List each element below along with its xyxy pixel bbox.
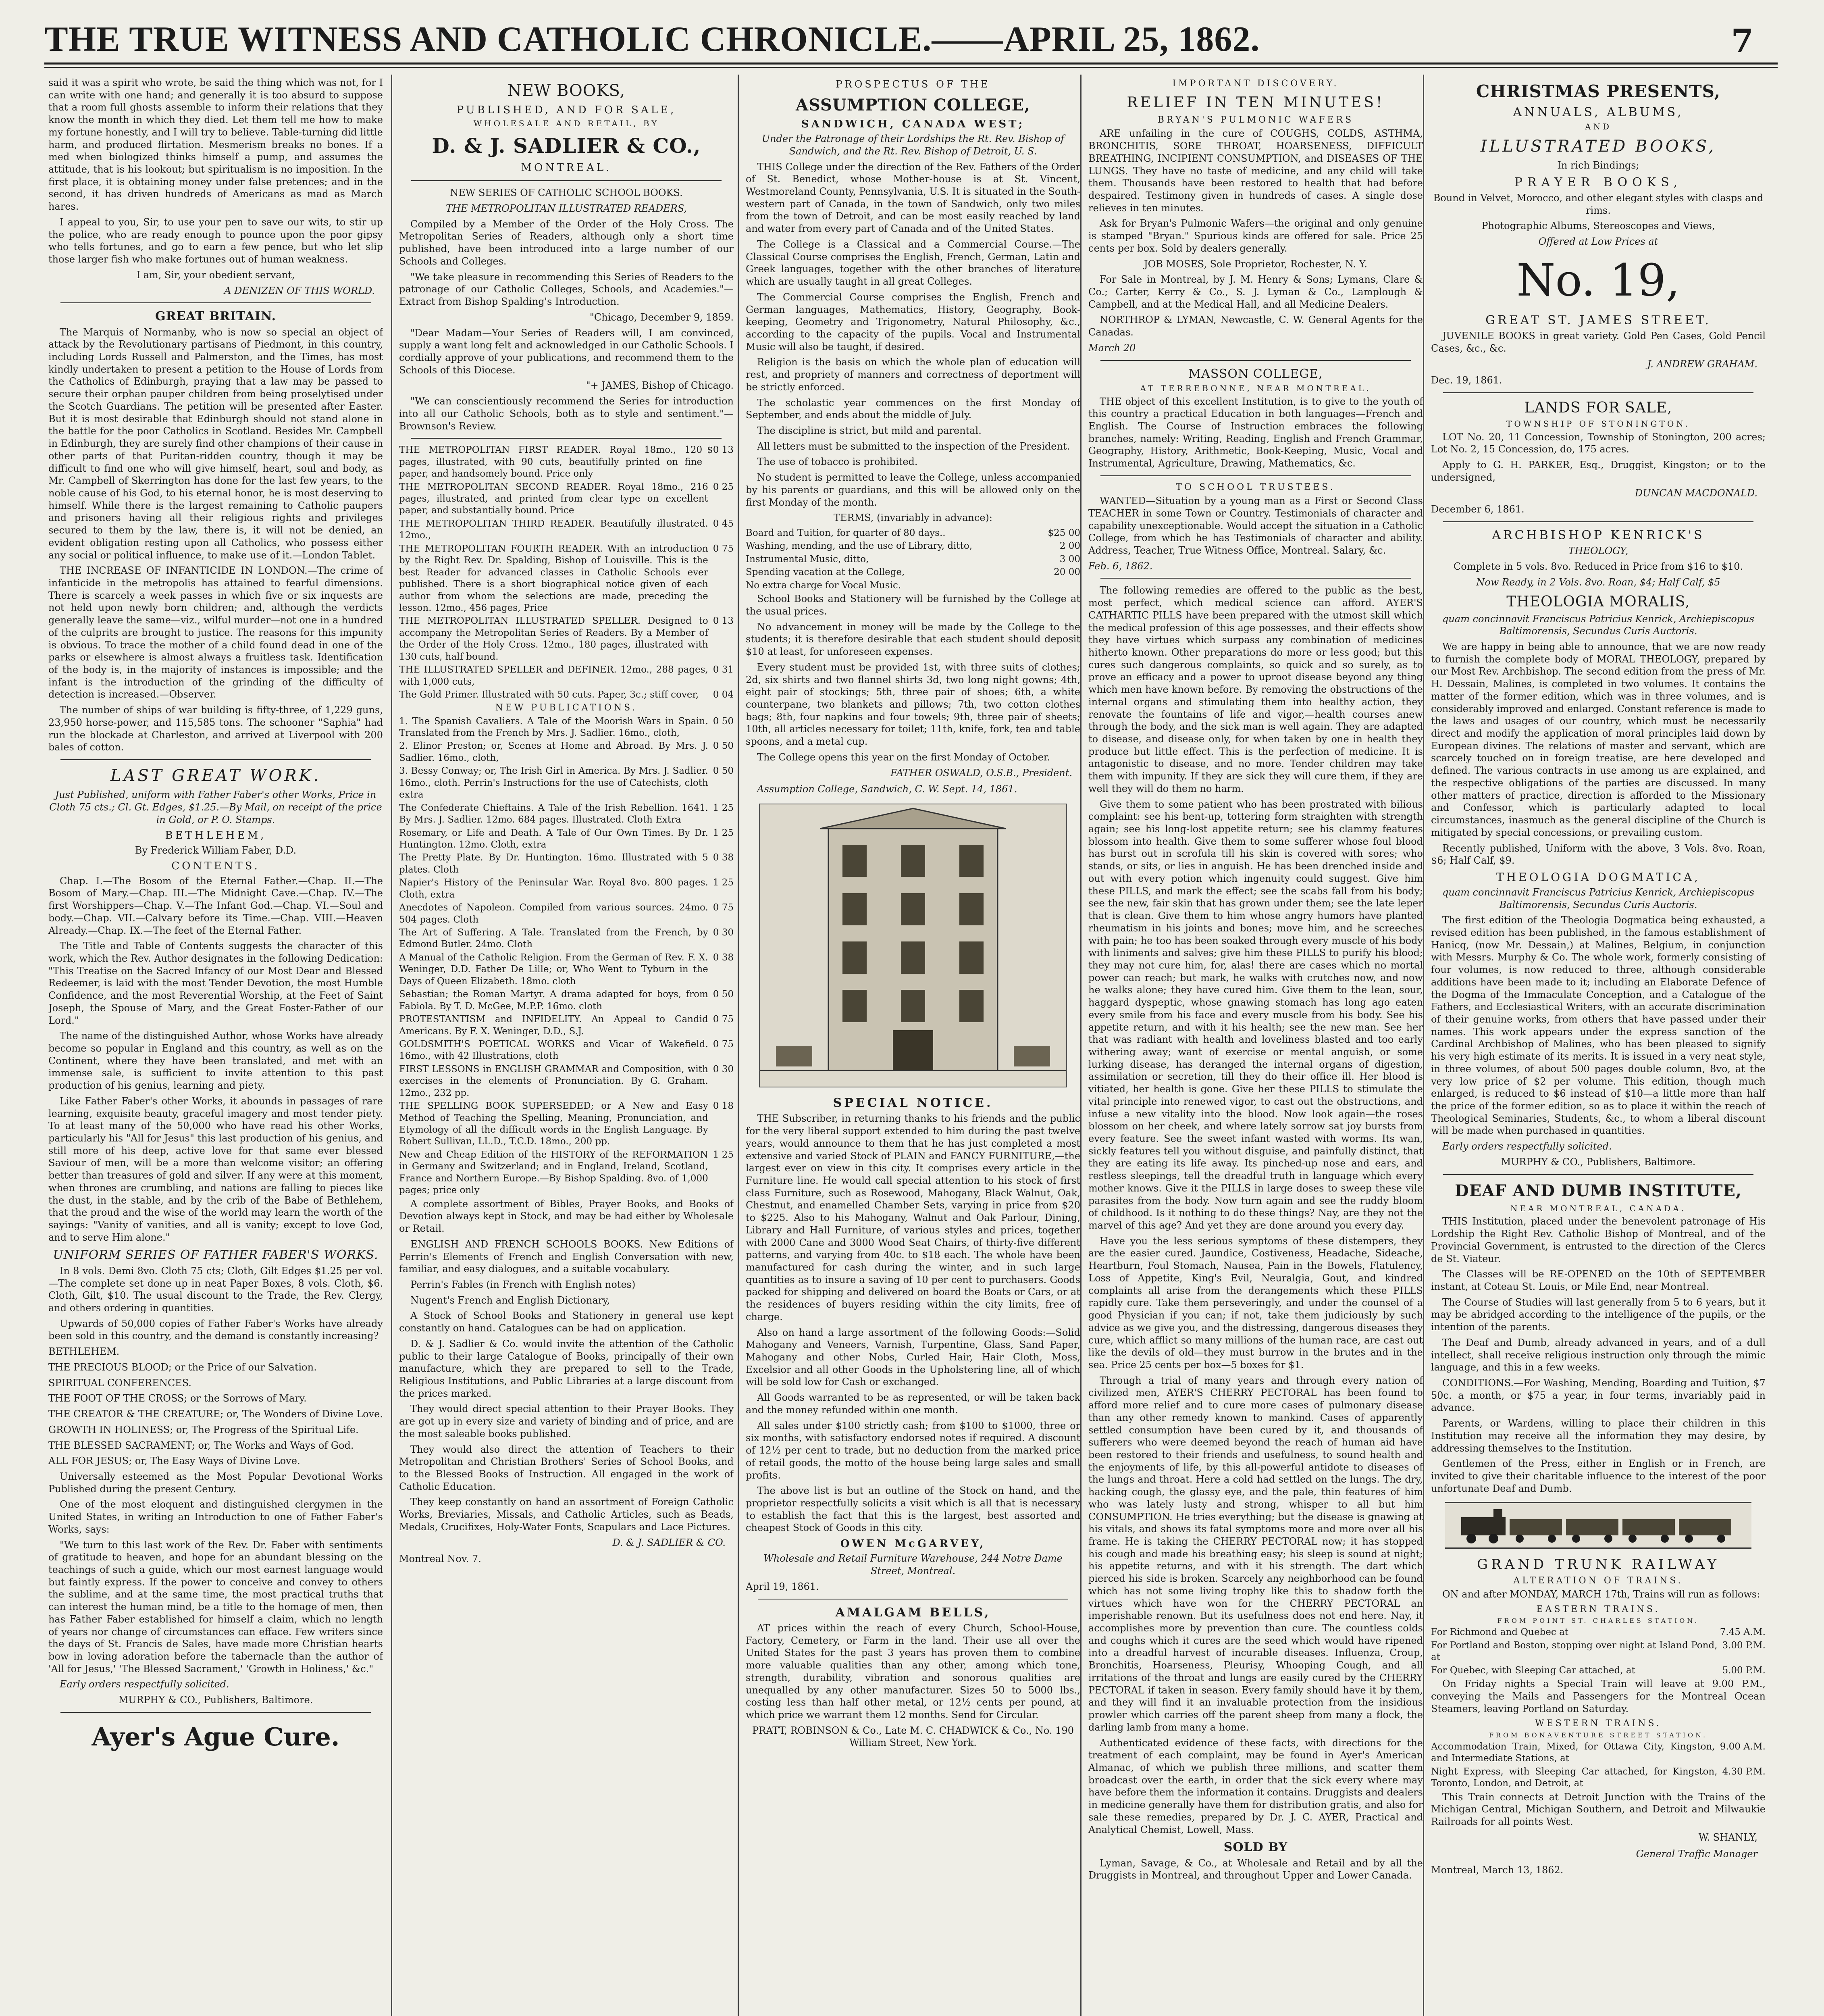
- ayer-ague-cure-heading: Ayer's Ague Cure.: [92, 1722, 340, 1752]
- ad-paragraph: The Title and Table of Contents suggests the character of this work, which the Rev. Author designates in the following Dedication: "This Treatise on the Sacred Infancy of our Most Dear and Blessed Redeemer, is laid with the most Tender Devotion, the most Humble Confidence, and the most Reverential Worship, at the Feet of Saint Joseph, the Spouse of Mary, and the Great Foster-Father of our Lord.": [48, 940, 383, 1026]
- letter-signoff: I am, Sir, your obedient servant,: [136, 269, 295, 281]
- book-listing: The Gold Primer. Illustrated with 50 cuts. Paper, 3c.; stiff cover, 0 04: [399, 689, 734, 700]
- ad-paragraph: CONDITIONS.—For Washing, Mending, Boarding and Tuition, $7 50c. a month, or $75 a year, in four terms, invariably paid in advance.: [1431, 1377, 1766, 1414]
- column-rule: [1080, 75, 1082, 2016]
- warehouse-building-icon: [760, 804, 1066, 1087]
- ad-paragraph: The following remedies are offered to the public as the best, most perfect, which medical science can afford. AYER'S CATHARTIC PILLS have been prepared with the utmost skill which the medical profession of this age possesses, and their effects show they have virtues which surpass any combination of medicines hitherto known. Other preparations do more or less good; but this cures such dangerous complaints, so quick and so surely, as to prove an efficacy and a power to uproot disease beyond any thing which men have known before. By removing the obstructions of the internal organs and stimulating them into healthy action, they renovate the fountains of life and vigor,—health courses anew through the body, and the sick man is well again. They are adapted to disease, and disease only, for when taken by one in health they produce but little effect. This is the perfection of medicine. It is antagonistic to disease, and no more. Tender children may take them with impunity. If they are sick they will cure them, if they are well they will do them no harm.: [1088, 585, 1423, 794]
- divider: [411, 180, 722, 181]
- work-title: SPIRITUAL CONFERENCES.: [48, 1377, 191, 1389]
- college-title: MASSON COLLEGE,: [1188, 367, 1323, 381]
- book-listing: THE SPELLING BOOK SUPERSEDED; or A New and Easy Method of Teaching the Spelling, Meaning, Pronunciation, and Etymology of all the difficult words in the English Language. By Robert Sullivan, LL.D., T.C.D. 18mo., 200 pp. 0 18: [399, 1101, 734, 1147]
- ad-paragraph: Like Father Faber's other Works, it abounds in passages of rare learning, exquisite beauty, graceful imagery and most tender piety. To at least many of the 50,000 who have read his other Works, particularly his "All for Jesus" this last production of his genius, and still more of his deep, active love for that same ever blessed Saviour of men, will be a more than welcome visitor; an offering better than treasures of gold and silver. If any were at this moment, when thrones are crumbling, and nations are falling to pieces like the dust, in the stable, and by the crib of the Babe of Bethlehem, that the proud and the wise of the world may learn the worth of the sayings: "Vanity of vanities, and all is vanity; except to love God, and to serve Him alone.": [48, 1095, 383, 1243]
- timetable-row: Night Express, with Sleeping Car attached, for Kingston, Toronto, London, and Detroit, at 4.30 P.M.: [1431, 1766, 1766, 1789]
- divider: [60, 759, 371, 760]
- street-number: No. 19,: [1516, 254, 1680, 306]
- ad-paragraph: Have you the less serious symptoms of these distempers, they are the easier cured. Jaundice, Costiveness, Headache, Sideache, Heartburn, Foul Stomach, Nausea, Pain in the Bowels, Flatulency, Loss of Appetite, King's Evil, Neuralgia, Gout, and kindred complaints all arise from the derangements which these PILLS rapidly cure. Take them perseveringly, and under the counsel of a good Physician if you can; if not, take them judiciously by such advice as we give you, and the distressing, dangerous diseases they cure, which afflict so many millions of the human race, are cast out like the devils of old—they must burrow in the brutes and in the sea. Price 25 cents per box—5 boxes for $1.: [1088, 1235, 1423, 1370]
- column-rule: [738, 75, 739, 2016]
- publisher-line: MURPHY & CO., Publishers, Baltimore.: [1501, 1156, 1696, 1168]
- ad-paragraph: AT prices within the reach of every Church, School-House, Factory, Cemetery, or Farm in the land. Their use all over the United States for the past 3 years has proven them to combine more valuable qualities than any other, among which tone, strength, durability, vibration and sonorous qualities are unequalled by any other manufacturer. Sizes 50 to 5000 lbs., costing less than half other metal, or 12½ cents per pound, at which price we warrant them 12 months. Send for Circular.: [746, 1622, 1080, 1720]
- letter-paragraph: said it was a spirit who wrote, be said the thing which was not, for I can write with one hand; and generally it is too absurd to suppose that a room full ghosts assemble to inform their relations that they know the month in which they died. Let them tell me how to make my fortune honestly, and I will try to believe. Table-turning did little harm, and produced flirtation. Mesmerism breaks no bones. If a med when biologized thinks himself a pump, and assumes the attitude, that is his lookout; but spiritualism is no imposition. In the first place, it is obtaining money under false pretences; and in the second, it has driven hundreds of Americans as mad as March hares.: [48, 77, 383, 212]
- ad-paragraph: The first edition of the Theologia Dogmatica being exhausted, a revised edition has been published, in the famous establishment of Hanicq, (now Mr. Dessain,) at Malines, Belgium, in conjunction with Messrs. Murphy & Co. The whole work, formerly consisting of four volumes, is now reduced to three, although considerable additions have been made to it; including an Elaborate Defence of the Dogma of the Immaculate Conception, and a Catalogue of the Fathers, and Ecclesiastical Writers, with an accurate discrimination of their genuine works, from others that have passed under their names. This work appears under the express sanction of the Cardinal Archbishop of Malines, who has been pleased to signify his very high estimate of its merits. It is issued in a very neat style, in three volumes, of about 500 pages double column, 8vo, at the very low price of $2 per volume. This edition, though much enlarged, is reduced to $6 instead of $10—a little more than half the price of the former edition, so as to place it within the reach of Theological Seminaries, Students, &c., to whom a liberal discount will be made when purchased in quantities.: [1431, 914, 1766, 1137]
- book-listing: A Manual of the Catholic Religion. From the German of Rev. F. X. Weninger, D.D. Father De Lille; or, Who Went to Tyburn in the Days of Queen Elizabeth. 18mo. cloth 0 38: [399, 952, 734, 987]
- ad-paragraph: "We turn to this last work of the Rev. Dr. Faber with sentiments of gratitude to heaven, and hope for an abundant blessing on the teachings of such a guide, which our most earnest language would but faintly express. If the power to conceive and convey to others the sublime, and at the same time, the most practical truths that can interest the human mind, be a title to the homage of men, then has Father Faber established for himself a claim, which no length of years nor change of circumstances can efface. Few writers since the days of St. Francis de Sales, have made more Christian hearts bow in loving adoration before the tabernacle than the author of 'All for Jesus,' 'The Blessed Sacrament,' 'Growth in Holiness,' &c.": [48, 1539, 383, 1674]
- college-paragraph: No advancement in money will be made by the College to the students; it is therefore desirable that each student should deposit $10 at least, for unforeseen expenses.: [746, 621, 1080, 658]
- timetable-row: For Portland and Boston, stopping over night at Island Pond, at 3.00 P.M.: [1431, 1640, 1766, 1663]
- college-paragraph: All letters must be submitted to the inspection of the President.: [757, 440, 1070, 452]
- section-heading: SPECIAL NOTICE.: [833, 1095, 993, 1110]
- advertiser-name: OWEN McGARVEY,: [840, 1538, 986, 1550]
- quote: "We take pleasure in recommending this Series of Readers to the patronage of our Catholic Colleges, Schools, and Academies."—Extract from Bishop Spalding's Introduction.: [399, 271, 734, 308]
- ad-date: Feb. 6, 1862.: [1088, 560, 1153, 572]
- ad-paragraph: Authenticated evidence of these facts, with directions for the treatment of each complaint, may be found in Ayer's American Almanac, of which we publish three millions, and scatter them broadcast over the earth, in order that the sick every where may have before them the information it contains. Druggists and dealers in medicine generally have them for distribution gratis, and also for sale these remedies, prepared by Dr. J. C. AYER, Practical and Analytical Chemist, Lowell, Mass.: [1088, 1737, 1423, 1835]
- ad-paragraph: Universally esteemed as the Most Popular Devotional Works Published during the present Century.: [48, 1470, 383, 1495]
- terms-heading: TERMS, (invariably in advance):: [834, 512, 992, 524]
- ad-signature: J. ANDREW GRAHAM.: [1647, 358, 1757, 370]
- notice-paragraph: The above list is but an outline of the Stock on hand, and the proprietor respectfully solicits a visit which is all that is necessary to establish the fact that this is the largest, best assorted and cheapest Stock of Goods in this city.: [746, 1485, 1080, 1534]
- ad-label: IMPORTANT DISCOVERY.: [1172, 79, 1339, 89]
- ad-paragraph: A complete assortment of Bibles, Prayer Books, and Books of Devotion always kept in Stock, and may be had either by Wholesale or Retail.: [399, 1198, 734, 1235]
- ad-date: March 20: [1088, 342, 1136, 354]
- book-title: THEOLOGIA DOGMATICA,: [1496, 870, 1700, 884]
- section-heading: NEW PUBLICATIONS.: [495, 703, 638, 713]
- masthead: [44, 11, 1778, 60]
- ad-paragraph: One of the most eloquent and distinguished clergymen in the United States, in writing an Introduction to one of Father Faber's Works, says:: [48, 1499, 383, 1535]
- ad-paragraph: They would also direct the attention of Teachers to their Metropolitan and Christian Brothers' Series of School Books, and to the Blessed Books of Instruction. All engaged in the work of Catholic Education.: [399, 1443, 734, 1492]
- ad-paragraph: Parents, or Wardens, willing to place their children in this Institution may receive all the information they may desire, by addressing themselves to the Institution.: [1431, 1418, 1766, 1454]
- timetable-row: For Quebec, with Sleeping Car attached, at 5.00 P.M.: [1431, 1665, 1766, 1676]
- ad-paragraph: Upwards of 50,000 copies of Father Faber's Works have already been sold in this country, and the demand is constantly increasing?: [48, 1318, 383, 1342]
- ad-heading: LAST GREAT WORK.: [110, 766, 321, 785]
- letter-paragraph: I appeal to you, Sir, to use your pen to save our wits, to stir up the police, who are ready enough to pounce upon the poor gipsy who tells fortunes, and go to earn a few pence, but who let slip those larger fish who make fortunes out of human weakness.: [48, 216, 383, 265]
- college-paragraph: Religion is the basis on which the whole plan of education will rest, and propriety of manners and correctness of deportment will be strictly enforced.: [746, 356, 1080, 393]
- firm-city: MONTREAL.: [521, 162, 612, 174]
- terms-row: Board and Tuition, for quarter of 80 days.. $25 00: [746, 528, 1080, 539]
- book-listing: Napier's History of the Peninsular War. Royal 8vo. 800 pages. Cloth, extra 1 25: [399, 877, 734, 900]
- college-paragraph: The College opens this year on the first Monday of October.: [757, 751, 1050, 763]
- section-heading: TO SCHOOL TRUSTEES.: [1176, 482, 1335, 492]
- ad-signature: DUNCAN MACDONALD.: [1635, 487, 1757, 499]
- ad-paragraph: Nugent's French and English Dictionary,: [410, 1294, 610, 1306]
- column-3: [746, 77, 1080, 2016]
- ad-paragraph: Apply to G. H. PARKER, Esq., Druggist, Kingston; or to the undersigned,: [1431, 459, 1766, 483]
- ad-text: Now Ready, in 2 Vols. 8vo. Roan, $4; Half Calf, $5: [1476, 576, 1720, 588]
- work-title: ALL FOR JESUS; or, The Easy Ways of Divine Love.: [48, 1455, 300, 1467]
- terms-row: Washing, mending, and the use of Library, ditto, 2 00: [746, 541, 1080, 552]
- furniture-warehouse-illustration: [759, 804, 1067, 1087]
- ad-paragraph: WANTED—Situation by a young man as a First or Second Class TEACHER in some Town or Country. Testimonials of character and capability unexceptionable. Would accept the situation in a Catholic College, from which he has Testimonials of character and ability. Address, Teacher, True Witness Office, Montreal. Salary, &c.: [1088, 495, 1423, 556]
- ad-paragraph: The name of the distinguished Author, whose Works have already become so popular in England and this country, as well as on the Continent, where they have been translated, and met with an immense sale, is sufficient to invite attention to this past production of his genius, learning and piety.: [48, 1030, 383, 1091]
- ad-paragraph: The Classes will be RE-OPENED on the 10th of SEPTEMBER instant, at Coteau St. Louis, or Mile End, near Montreal.: [1431, 1268, 1766, 1292]
- college-paragraph: The College is a Classical and a Commercial Course.—The Classical Course comprises the English, French, German, Latin and Greek languages, together with the other branches of literature which are usually taught in all great Colleges.: [746, 238, 1080, 287]
- book-listing: THE METROPOLITAN THIRD READER. Beautifully illustrated. 12mo., 0 45: [399, 518, 734, 541]
- ad-text: Offered at Low Prices at: [1538, 236, 1658, 248]
- column-1: [48, 77, 383, 2016]
- news-paragraph: THE INCREASE OF INFANTICIDE IN LONDON.—The crime of infanticide in the metropolis has attained to fearful dimensions. There is scarcely a week passes in which five or six inquests are not held upon newly born children; and, although the verdicts generally leave the same—viz., wilful murder—not one in a hundred of the culprits are brought to justice. The reasons for this impunity is obvious. To trace the mother of a child found dead in one of the parks or elsewhere is almost always a fruitless task. Identification of the body is, in the majority of instances is impossible; and the infant is the introduction of the grinding of the difficulty of detection is increased.—Observer.: [48, 565, 383, 700]
- ad-heading: CHRISTMAS PRESENTS,: [1476, 81, 1721, 101]
- letter-signature: A DENIZEN OF THIS WORLD.: [224, 285, 375, 296]
- ad-text: Photographic Albums, Stereoscopes and Views,: [1481, 220, 1715, 232]
- ad-heading: NEW BOOKS,: [507, 81, 626, 100]
- notice-paragraph: Also on hand a large assortment of the following Goods:—Solid Mahogany and Veneers, Varnish, Turpentine, Glass, Sand Paper, Mahogany and other Nobs, Curled Hair, Hair Cloth, Moss, Excelsior and all other Goods in the Upholstering line, all of which will be sold low for Cash or exchanged.: [746, 1327, 1080, 1388]
- column-5: [1431, 77, 1766, 2016]
- ad-heading: LANDS FOR SALE,: [1524, 399, 1672, 416]
- divider: [1100, 578, 1411, 579]
- section-heading: WESTERN TRAINS.: [1535, 1718, 1662, 1729]
- book-listing: 3. Bessy Conway; or, The Irish Girl in America. By Mrs. J. Sadlier. 16mo., cloth. Perrin's Instructions for the use of Catechists, cloth extra 0 50: [399, 766, 734, 800]
- college-place: SANDWICH, CANADA WEST;: [801, 118, 1025, 130]
- ad-date: Montreal Nov. 7.: [399, 1553, 481, 1565]
- work-title: BETHLEHEM.: [48, 1346, 120, 1358]
- ad-heading: ARCHBISHOP KENRICK'S: [1492, 528, 1705, 542]
- book-listing: The Art of Suffering. A Tale. Translated from the French, by Edmond Butler. 24mo. Cloth 0 30: [399, 927, 734, 950]
- college-place: AT TERREBONNE, NEAR MONTREAL.: [1140, 383, 1371, 393]
- station-name: FROM BONAVENTURE STREET STATION.: [1489, 1731, 1708, 1739]
- book-listing: New and Cheap Edition of the HISTORY of the REFORMATION in Germany and Switzerland; and in England, Ireland, Scotland, France and Northern Europe.—By Bishop Spalding. 8vo. of 1,000 pages; price only 1 25: [399, 1149, 734, 1196]
- ad-paragraph: The Deaf and Dumb, already advanced in years, and of a dull intellect, shall receive religious instruction only through the mimic language, and this in a few weeks.: [1431, 1337, 1766, 1373]
- book-latin-subtitle: quam concinnavit Franciscus Patricius Kenrick, Archiepiscopus Baltimorensis, Secundus Curis Auctoris.: [1442, 886, 1754, 910]
- book-listing: 2. Elinor Preston; or, Scenes at Home and Abroad. By Mrs. J. Sadlier. 16mo., cloth, 0 50: [399, 741, 734, 763]
- train-illustration: [1445, 1502, 1751, 1549]
- divider: [60, 302, 371, 303]
- ad-date: December 6, 1861.: [1431, 504, 1525, 515]
- ad-paragraph: ON and after MONDAY, MARCH 17th, Trains will run as follows:: [1442, 1589, 1760, 1600]
- ad-subheading: WHOLESALE AND RETAIL, BY: [473, 119, 659, 129]
- book-listing: 1. The Spanish Cavaliers. A Tale of the Moorish Wars in Spain. Translated from the French by Mrs. J. Sadlier. 16mo., cloth, 0 50: [399, 716, 734, 739]
- notice-paragraph: THE Subscriber, in returning thanks to his friends and the public for the very liberal support extended to him during the past twelve years, would announce to them that he has just completed a most extensive and varied Stock of PLAIN and FANCY FURNITURE,—the largest ever on view in this city. It comprises every article in the Furniture line. He would call special attention to his stock of first class Furniture, such as Rosewood, Mahogany, Black Walnut, Oak, Chestnut, and enamelled Chamber Sets, varying in price from $20 to $225. Also to his Mahogany, Walnut and Oak Parlour, Dining, Library and Hall Furniture, of various styles and prices, together with 2000 Cane and 3000 Wood Seat Chairs, of thirty-five different patterns, and varying from 40c. to $18 each. The whole have been manufactured for cash during the winter, and in such large quantities as to insure a saving of 10 per cent to purchasers. Goods packed for shipping and delivered on board the Boats or Cars, or at the residences of buyers residing within the city limits, free of charge.: [746, 1113, 1080, 1322]
- book-listing: Sebastian; the Roman Martyr. A drama adapted for boys, from Fabiola. By T. D. McGee, M.P.P. 16mo. cloth 0 50: [399, 989, 734, 1012]
- ad-subtext: Just Published, uniform with Father Faber's other Works, Price in Cloth 75 cts.; Cl. Gt. Edges, $1.25.—By Mail, on receipt of the price in Gold, or P. O. Stamps.: [49, 789, 382, 825]
- section-heading: GREAT BRITAIN.: [155, 309, 277, 324]
- column-rule: [1423, 75, 1424, 2016]
- ad-signature: W. SHANLY,: [1698, 1831, 1757, 1843]
- terms-row: Instrumental Music, ditto, 3 00: [746, 554, 1080, 564]
- ad-paragraph: Ask for Bryan's Pulmonic Wafers—the original and only genuine is stamped "Bryan." Spurious kinds are offered for sale. Price 25 cents per box. Sold by dealers generally.: [1088, 218, 1423, 254]
- ad-paragraph: THE object of this excellent Institution, is to give to the youth of this country a practical Education in both languages—French and English. The Course of Instruction embraces the following branches, namely: Writing, Reading, English and French Grammar, Geography, History, Arithmetic, Book-Keeping, Music, Vocal and Instrumental, Agriculture, Drawing, Mathematics, &c.: [1088, 396, 1423, 469]
- book-listing: THE METROPOLITAN FOURTH READER. With an introduction by the Right Rev. Dr. Spalding, Bishop of Louisville. This is the best Reader for advanced classes in Catholic Schools ever published. There is a short biographical notice given of each author from whom the selections are made, preceding the lesson. 12mo., 456 pages, Price 0 75: [399, 543, 734, 613]
- ad-subheading: ANNUALS, ALBUMS,: [1513, 105, 1684, 119]
- station-name: FROM POINT ST. CHARLES STATION.: [1497, 1617, 1699, 1625]
- book-listing: Anecdotes of Napoleon. Compiled from various sources. 24mo. 504 pages. Cloth 0 75: [399, 902, 734, 925]
- book-listing: The Pretty Plate. By Dr. Huntington. 16mo. Illustrated with 5 plates. Cloth 0 38: [399, 852, 734, 875]
- masthead-rule-thin: [44, 67, 1778, 68]
- prospectus-label: PROSPECTUS OF THE: [836, 79, 990, 90]
- ad-paragraph: Through a trial of many years and through every nation of civilized men, AYER'S CHERRY PECTORAL has been found to afford more relief and to cure more cases of pulmonary disease than any other remedy known to mankind. Cases of apparently settled consumption have been cured by it, and thousands of sufferers who were deemed beyond the reach of human aid have been restored to their friends and usefulness, to sound health and the enjoyments of life, by this all-powerful antidote to diseases of the lungs and throat. Here a cold had settled on the lungs. The dry, hacking cough, the glassy eye, and the pale, thin features of him who was lately lusty and strong, whisper to all but him CONSUMPTION. He tries everything; but the disease is gnawing at his vitals, and shows its fatal symptoms more and more over all his frame. He is taking the CHERRY PECTORAL now; it has stopped his cough and made his breathing easy; his sleep is sound at night; his appetite returns, and with it his strength. The dart which pierced his side is broken. Scarcely any neighborhood can be found which has not some living trophy like this to shadow forth the virtues which have won for the CHERRY PECTORAL an imperishable renown. But its usefulness does not end here. Nay, it accomplishes more by prevention than cure. The countless colds and coughs which it cures are the seed which would have ripened into a dreadful harvest of incurable diseases. Influenza, Croup, Bronchitis, Hoarseness, Pleurisy, Whooping Cough, and all irritations of the throat and lungs are easily cured by the CHERRY PECTORAL if taken in season. Every family should have it by them, and they will find it an invaluable protection from the insidious prowler which carries off the parent sheep from many a flock, the darling lamb from many a home.: [1088, 1375, 1423, 1733]
- book-title: BETHLEHEM,: [165, 829, 266, 842]
- news-paragraph: The number of ships of war building is fifty-three, of 1,229 guns, 23,950 horse-power, and 115,585 tons. The schooner "Saphia" had run the blockade at Charleston, and arrived at Liverpool with 200 bales of cotton.: [48, 704, 383, 753]
- ad-subheading: PRAYER BOOKS,: [1514, 175, 1683, 190]
- book-listing: THE METROPOLITAN ILLUSTRATED SPELLER. Designed to accompany the Metropolitan Series of Readers. By a Member of the Order of the Holy Cross. 12mo., 180 pages, illustrated with 130 cuts, half bound. 0 13: [399, 616, 734, 662]
- ad-text: Complete in 5 vols. 8vo. Reduced in Price from $16 to $10.: [1453, 561, 1743, 573]
- ad-paragraph: A Stock of School Books and Stationery in general use kept constantly on hand. Catalogues can be had on application.: [399, 1310, 734, 1334]
- ad-paragraph: Gentlemen of the Press, either in English or in French, are invited to give their charitable influence to the interest of the poor unfortunate Deaf and Dumb.: [1431, 1458, 1766, 1494]
- terms-row: No extra charge for Vocal Music.: [746, 580, 901, 591]
- book-listing: GOLDSMITH'S POETICAL WORKS and Vicar of Wakefield. 16mo., with 42 Illustrations, cloth 0 75: [399, 1039, 734, 1062]
- ad-text: In rich Bindings;: [1557, 159, 1639, 171]
- divider: [1443, 392, 1753, 393]
- ad-date: April 19, 1861.: [746, 1581, 819, 1592]
- publisher-line: MURPHY & CO., Publishers, Baltimore.: [118, 1694, 313, 1706]
- ad-signature: PRATT, ROBINSON & Co., Late M. C. CHADWICK & Co., No. 190 William Street, New York.: [752, 1724, 1074, 1749]
- quote: "We can conscientiously recommend the Series for introduction into all our Catholic Schools, both as to style and sentiment."—Brownson's Review.: [399, 396, 734, 432]
- work-title: THE CREATOR & THE CREATURE; or, The Wonders of Divine Love.: [48, 1408, 383, 1420]
- ad-paragraph: NORTHROP & LYMAN, Newcastle, C. W. General Agents for the Canadas.: [1088, 314, 1423, 338]
- ad-paragraph: They would direct special attention to their Prayer Books. They are got up in every size and variety of binding and of price, and are the most saleable books published.: [399, 1403, 734, 1439]
- ad-paragraph: THIS Institution, placed under the benevolent patronage of His Lordship the Right Rev. Catholic Bishop of Montreal, and of the Provincial Government, is entrusted to the direction of the Clercs de St. Viateur.: [1431, 1216, 1766, 1264]
- ad-text: Bound in Velvet, Morocco, and other elegant styles with clasps and rims.: [1433, 192, 1764, 216]
- ad-subheading: THEOLOGY,: [1568, 545, 1628, 557]
- college-paragraph: The Commercial Course comprises the English, French and German languages, Mathematics, History, Geography, Book-keeping, Geometry and Trigonometry, Natural Philosophy, &c., according to the capacity of the pupils. Vocal and Instrumental Music will also be taught, if desired.: [746, 291, 1080, 352]
- college-paragraph: No student is permitted to leave the College, unless accompanied by his parents or guardians, and this will be allowed only on the first Monday of the month.: [746, 472, 1080, 508]
- work-title: THE FOOT OF THE CROSS; or the Sorrows of Mary.: [48, 1393, 307, 1404]
- ad-heading: RELIEF IN TEN MINUTES!: [1127, 94, 1385, 111]
- timetable-row: For Richmond and Quebec at 7.45 A.M.: [1431, 1627, 1766, 1638]
- college-paragraph: The use of tobacco is prohibited.: [757, 456, 918, 468]
- ad-heading: GRAND TRUNK RAILWAY: [1477, 1556, 1720, 1573]
- divider: [411, 438, 722, 439]
- notice-paragraph: All Goods warranted to be as represented, or will be taken back and the money refunded within one month.: [746, 1392, 1080, 1416]
- page-number: 7: [1731, 22, 1753, 60]
- ad-paragraph: Perrin's Fables (in French with English notes): [410, 1279, 636, 1290]
- ad-paragraph: Recently published, Uniform with the above, 3 Vols. 8vo. Roan, $6; Half Calf, $9.: [1431, 842, 1766, 866]
- work-title: THE BLESSED SACRAMENT; or, The Works and Ways of God.: [48, 1439, 354, 1451]
- work-title: THE PRECIOUS BLOOD; or the Price of our Salvation.: [48, 1361, 317, 1373]
- column-4: [1088, 77, 1423, 2016]
- street-name: GREAT ST. JAMES STREET.: [1485, 313, 1711, 327]
- divider: [1100, 360, 1411, 361]
- college-patronage: Under the Patronage of their Lordships the Rt. Rev. Bishop of Sandwich, and the Rt. Rev. Bishop of Detroit, U. S.: [761, 133, 1065, 157]
- section-heading: AMALGAM BELLS,: [835, 1605, 991, 1620]
- book-listing: FIRST LESSONS in ENGLISH GRAMMAR and Composition, with exercises in the elements of Pronunciation. By G. Graham. 12mo., 232 pp. 0 30: [399, 1064, 734, 1098]
- ad-paragraph: ENGLISH AND FRENCH SCHOOLS BOOKS. New Editions of Perrin's Elements of French and English Conversation with new, familiar, and easy dialogues, and a suitable vocabulary.: [399, 1238, 734, 1275]
- divider: [1100, 475, 1411, 476]
- college-place-date: Assumption College, Sandwich, C. W. Sept. 14, 1861.: [757, 783, 1017, 795]
- series-heading: UNIFORM SERIES OF FATHER FABER'S WORKS.: [53, 1248, 379, 1262]
- ad-subheading: ILLUSTRATED BOOKS,: [1480, 137, 1716, 156]
- book-listing: Rosemary, or Life and Death. A Tale of Our Own Times. By Dr. Huntington. 12mo. Cloth, extra 1 25: [399, 827, 734, 850]
- masthead-rule: [44, 62, 1778, 65]
- advertiser-address: Wholesale and Retail Furniture Warehouse, 244 Notre Dame Street, Montreal.: [763, 1553, 1063, 1577]
- series-title: THE METROPOLITAN ILLUSTRATED READERS,: [445, 203, 687, 215]
- college-paragraph: THIS College under the direction of the Rev. Fathers of the Order of St. Benedict, whose Mother-house is at St. Vincent, Westmoreland County, Pennsylvania, U.S. It is situated in the South-western part of Canada, in the town of Sandwich, only two miles from the town of Detroit, and can be most easily reached by land and water from every part of Canada and of the United States.: [746, 161, 1080, 235]
- book-latin-subtitle: quam concinnavit Franciscus Patricius Kenrick, Archiepiscopus Baltimorensis, Secundus Curis Auctoris.: [1442, 613, 1754, 637]
- ad-paragraph: We are happy in being able to announce, that we are now ready to furnish the complete body of MORAL THEOLOGY, prepared by our Most Rev. Archbishop. The second edition from the press of Mr. H. Dessain, Malines, is completed in two volumes. It contains the matter of the former edition, which was in three volumes, and is considerably improved and enlarged. Constant reference is made to the laws and usages of our country, which must be necessarily direct and modify the application of moral principles laid down by European divines. The relations of master and servant, which are scarcely touched on in foreign treatise, are here developed and defined. The various contracts in use among us are explained, and the respective obligations of the parties are discussed. In many other matters of practice, direction is afforded to the Missionary and Confessor, which is particularly adapted to local circumstances, inasmuch as the general discipline of the Church is mitigated by special concessions, or prevailing custom.: [1431, 641, 1766, 838]
- college-paragraph: Every student must be provided 1st, with three suits of clothes; 2d, six shirts and two flannel shirts 3d, two long night gowns; 4th, eight pair of stockings; 5th, three pair of shoes; 6th, a white counterpane, two blankets and pillows; 7th, two cotton clothes bags; 8th, four napkins and four towels; 9th, three pair of sheets; 10th, all articles necessary for toilet; 11th, knife, fork, tea and table spoons, and a metal cup.: [746, 661, 1080, 748]
- notice-paragraph: All sales under $100 strictly cash; from $100 to $1000, three or six months, with satisfactory endorsed notes if required. A discount of 12½ per cent to trade, but no deduction from the marked price of retail goods, the motto of the house being large sales and small profits.: [746, 1420, 1080, 1481]
- ad-subheading: NEAR MONTREAL, CANADA.: [1510, 1203, 1687, 1213]
- ad-paragraph: For Sale in Montreal, by J. M. Henry & Sons; Lymans, Clare & Co.; Carter, Kerry & Co., S. J. Lyman & Co., Lamplough & Campbell, and at the Medical Hall, and all Medicine Dealers.: [1088, 274, 1423, 310]
- ad-paragraph: Lyman, Savage, & Co., at Wholesale and Retail and by all the Druggists in Montreal, and throughout Upper and Lower Canada.: [1088, 1857, 1423, 1881]
- college-paragraph: The discipline is strict, but mild and parental.: [757, 425, 982, 436]
- divider: [1443, 1174, 1753, 1175]
- ad-paragraph: LOT No. 20, 11 Concession, Township of Stonington, 200 acres; Lot No. 2, 15 Concession, do, 175 acres.: [1431, 431, 1766, 455]
- firm-name: D. & J. SADLIER & CO.,: [432, 134, 701, 158]
- ad-subheading: AND: [1585, 122, 1612, 132]
- college-signature: FATHER OSWALD, O.S.B., President.: [890, 767, 1072, 779]
- ad-subheading: TOWNSHIP OF STONINGTON.: [1506, 419, 1690, 429]
- book-listing: The Confederate Chieftains. A Tale of the Irish Rebellion. 1641. By Mrs. J. Sadlier. 12mo. 684 pages. Illustrated. Cloth Extra 1 25: [399, 802, 734, 825]
- product-name: BRYAN'S PULMONIC WAFERS: [1157, 115, 1354, 125]
- ad-subheading: ALTERATION OF TRAINS.: [1513, 1575, 1683, 1586]
- ad-paragraph: JUVENILE BOOKS in great variety. Gold Pen Cases, Gold Pencil Cases, &c., &c.: [1431, 330, 1766, 354]
- contents-text: Chap. I.—The Bosom of the Eternal Father.—Chap. II.—The Bosom of Mary.—Chap. III.—The Midnight Cave.—Chap. IV.—The first Worshippers—Chap. V.—The Infant God.—Chap. VI.—Soul and body.—Chap. VII.—Calvary before its Time.—Chap. VIII.—Heaven Already.—Chap. IX.—The feet of the Eternal Father.: [48, 875, 383, 936]
- ad-paragraph: They keep constantly on hand an assortment of Foreign Catholic Works, Breviaries, Missals, and Catholic Articles, such as Beads, Medals, Crucifixes, Holy-Water Fonts, Scapulars and Lace Pictures.: [399, 1496, 734, 1533]
- book-listing: THE ILLUSTRATED SPELLER and DEFINER. 12mo., 288 pages, with 1,000 cuts, 0 31: [399, 664, 734, 687]
- ad-paragraph: In 8 vols. Demi 8vo. Cloth 75 cts; Cloth, Gilt Edges $1.25 per vol.—The complete set done up in neat Paper Boxes, 8 vols. Cloth, $6. Cloth, Gilt, $10. The usual discount to the Trade, the Rev. Clergy, and others ordering in quantities.: [48, 1265, 383, 1314]
- ad-date: Dec. 19, 1861.: [1431, 375, 1502, 386]
- ad-heading: DEAF AND DUMB INSTITUTE,: [1455, 1181, 1742, 1200]
- ad-paragraph: ARE unfailing in the cure of COUGHS, COLDS, ASTHMA, BRONCHITIS, SORE THROAT, HOARSENESS, DIFFICULT BREATHING, INCIPIENT CONSUMPTION, and DISEASES OF THE LUNGS. They have no taste of medicine, and any child will take them. Thousands have been restored to health that had before despaired. Testimony given in hundreds of cases. A single dose relieves in ten minutes.: [1088, 128, 1423, 214]
- section-heading: EASTERN TRAINS.: [1536, 1604, 1660, 1614]
- college-paragraph: The scholastic year commences on the first Monday of September, and ends about the middle of July.: [746, 397, 1080, 421]
- ad-paragraph: This Train connects at Detroit Junction with the Trains of the Michigan Central, Michigan Southern, and Detroit and Milwaukie Railroads for all points West.: [1431, 1791, 1766, 1828]
- ad-signature: D. & J. SADLIER & CO.: [612, 1537, 726, 1548]
- sold-by-heading: SOLD BY: [1223, 1840, 1288, 1855]
- news-paragraph: The Marquis of Normanby, who is now so special an object of attack by the Revolutionary partisans of Piedmont, in this country, including Lords Russell and Palmerston, and the Times, has most kindly undertaken to present a petition to the House of Lords from the Catholics of Edinburgh, praying that a law may be passed to secure their orphan pauper children from being proselytised under the Scotch Guardians. The petition will be presented after Easter. But it is most desirable that Edinburgh should not stand alone in the battle for the poor Catholics in Scotland. Besides Mr. Campbell in Edinburgh, they are surely find other champions of their cause in other parts of that Puritan-ridden country, though it may be difficult to find one who will give himself, heart, soul and body, as Mr. Campbell of Skerrington has done for the last few years, to the noble cause of his God, to his eternal honor, he is most deserving to himself. While there is the largest remaining to Catholic paupers and prisoners having all their religious rights and privileges secured to them by the law, there is, it will not be denied, an evident obligation resting upon all Catholics, who possess either any social or political influence, to make use of it.—London Tablet.: [48, 326, 383, 561]
- locomotive-icon: [1445, 1503, 1751, 1547]
- series-paragraph: Compiled by a Member of the Order of the Holy Cross. The Metropolitan Series of Readers, although only a short time published, have been introduced into a large number of our Schools and Colleges.: [399, 218, 734, 267]
- work-title: GROWTH IN HOLINESS; or, The Progress of the Spiritual Life.: [48, 1424, 359, 1435]
- series-heading: NEW SERIES OF CATHOLIC SCHOOL BOOKS.: [450, 187, 683, 199]
- ad-date: Montreal, March 13, 1862.: [1431, 1864, 1564, 1876]
- column-2: [399, 77, 734, 2016]
- quote-date: "Chicago, December 9, 1859.: [589, 311, 734, 323]
- quote-signature: "+ JAMES, Bishop of Chicago.: [586, 380, 734, 392]
- orders-note: Early orders respectfully solicited.: [1442, 1141, 1612, 1152]
- quote: "Dear Madam—Your Series of Readers will, I am convinced, supply a want long felt and acknowledged in our Catholic Schools. I cordially approve of your publications, and recommend them to the Schools of this Diocese.: [399, 327, 734, 376]
- book-listing: THE METROPOLITAN SECOND READER. Royal 18mo., 216 pages, illustrated, and printed from clear type on excellent paper, and substantially bound. Price 0 25: [399, 481, 734, 516]
- column-rule: [391, 75, 392, 2016]
- ad-paragraph: On Friday nights a Special Train will leave at 9.00 P.M., conveying the Mails and Passengers for the Montreal Ocean Steamers, leaving Portland on Saturday.: [1431, 1678, 1766, 1714]
- book-title: THEOLOGIA MORALIS,: [1506, 593, 1690, 610]
- contents-heading: CONTENTS.: [171, 860, 260, 873]
- newspaper-title: THE TRUE WITNESS AND CATHOLIC CHRONICLE.——APRIL 25, 1862.: [44, 20, 1260, 59]
- college-title: ASSUMPTION COLLEGE,: [796, 95, 1030, 115]
- orders-note: Early orders respectfully solicited.: [60, 1679, 229, 1690]
- divider: [60, 1712, 371, 1713]
- ad-paragraph: JOB MOSES, Sole Proprietor, Rochester, N. Y.: [1144, 258, 1367, 270]
- ad-paragraph: D. & J. Sadlier & Co. would invite the attention of the Catholic public to their large Catalogue of Books, principally of their own manufacture, which they are prepared to sell to the Trade, Religious Institutions, and Public Libraries at a large discount from the prices marked.: [399, 1338, 734, 1399]
- timetable-row: Accommodation Train, Mixed, for Ottawa City, Kingston, and Intermediate Stations, at 9.00 A.M.: [1431, 1741, 1766, 1764]
- book-listing: THE METROPOLITAN FIRST READER. Royal 18mo., 120 pages, illustrated, with 90 cuts, beautifully printed on fine paper, and handsomely bound. Price only $0 13: [399, 445, 734, 479]
- book-listing: PROTESTANTISM and INFIDELITY. An Appeal to Candid Americans. By F. X. Weninger, D.D., S.J. 0 75: [399, 1014, 734, 1037]
- book-author: By Frederick William Faber, D.D.: [135, 844, 297, 856]
- ad-paragraph: Give them to some patient who has been prostrated with bilious complaint: see his bent-up, tottering form straighten with strength again; see his long-lost appetite return; see his clammy features blossom into health. Give them to some sufferer whose foul blood has burst out in scrofula till his skin is covered with sores; who stands, or sits, or lies in anguish. He has been drenched inside and out with every potion which ingenuity could suggest. Give him these PILLS, and mark the effect; see the scabs fall from his body; see the new, fair skin that has grown under them; see the late leper that is clean. Give them to him whose angry humors have planted rheumatism in his joints and bones; move him, and he screeches with pain; he too has been soaked through every muscle of his body with liniments and salves; give him these PILLS to purify his blood; they may not cure him, for, alas! there are cases which no mortal power can reach; but mark, he walks with crutches now, and now he walks alone; they have cured him. Give them to the lean, sour, haggard dyspeptic, whose gnawing stomach has long ago eaten every smile from his face and every muscle from his body. See his appetite return, and with it his health; see the new man. See her that was radiant with health and loveliness blasted and too early withering away; want of exercise or mental anguish, or some lurking disease, has deranged the internal organs of digestion, assimilation or secretion, till they do their office ill. Her blood is vitiated, her health is gone. Give her these PILLS to stimulate the vital principle into renewed vigor, to cast out the obstructions, and infuse a new vitality into the blood. Now look again—the roses blossom on her cheek, and where lately sorrow sat joy bursts from every feature. See the sweet infant wasted with worms. Its wan, sickly features tell you without disguise, and painfully distinct, that they are eating its life away. Its pinched-up nose and ears, and restless sleepings, tell the dreadful truth in language which every mother knows. Give it the PILLS in large doses to sweep these vile parasites from the body. Now turn again and see the ruddy bloom of childhood. Is it nothing to do these things? Nay, are they not the marvel of this age? And yet they are done around you every day.: [1088, 798, 1423, 1231]
- terms-row: Spending vacation at the College, 20 00: [746, 567, 1080, 578]
- ad-subheading: PUBLISHED, AND FOR SALE,: [456, 104, 676, 117]
- ad-signature-title: General Traffic Manager: [1636, 1848, 1757, 1860]
- divider: [1443, 521, 1753, 522]
- college-paragraph: School Books and Stationery will be furnished by the College at the usual prices.: [746, 593, 1080, 617]
- ad-paragraph: The Course of Studies will last generally from 5 to 6 years, but it may be abridged according to the intelligence of the pupils, or the intention of the parents.: [1431, 1296, 1766, 1333]
